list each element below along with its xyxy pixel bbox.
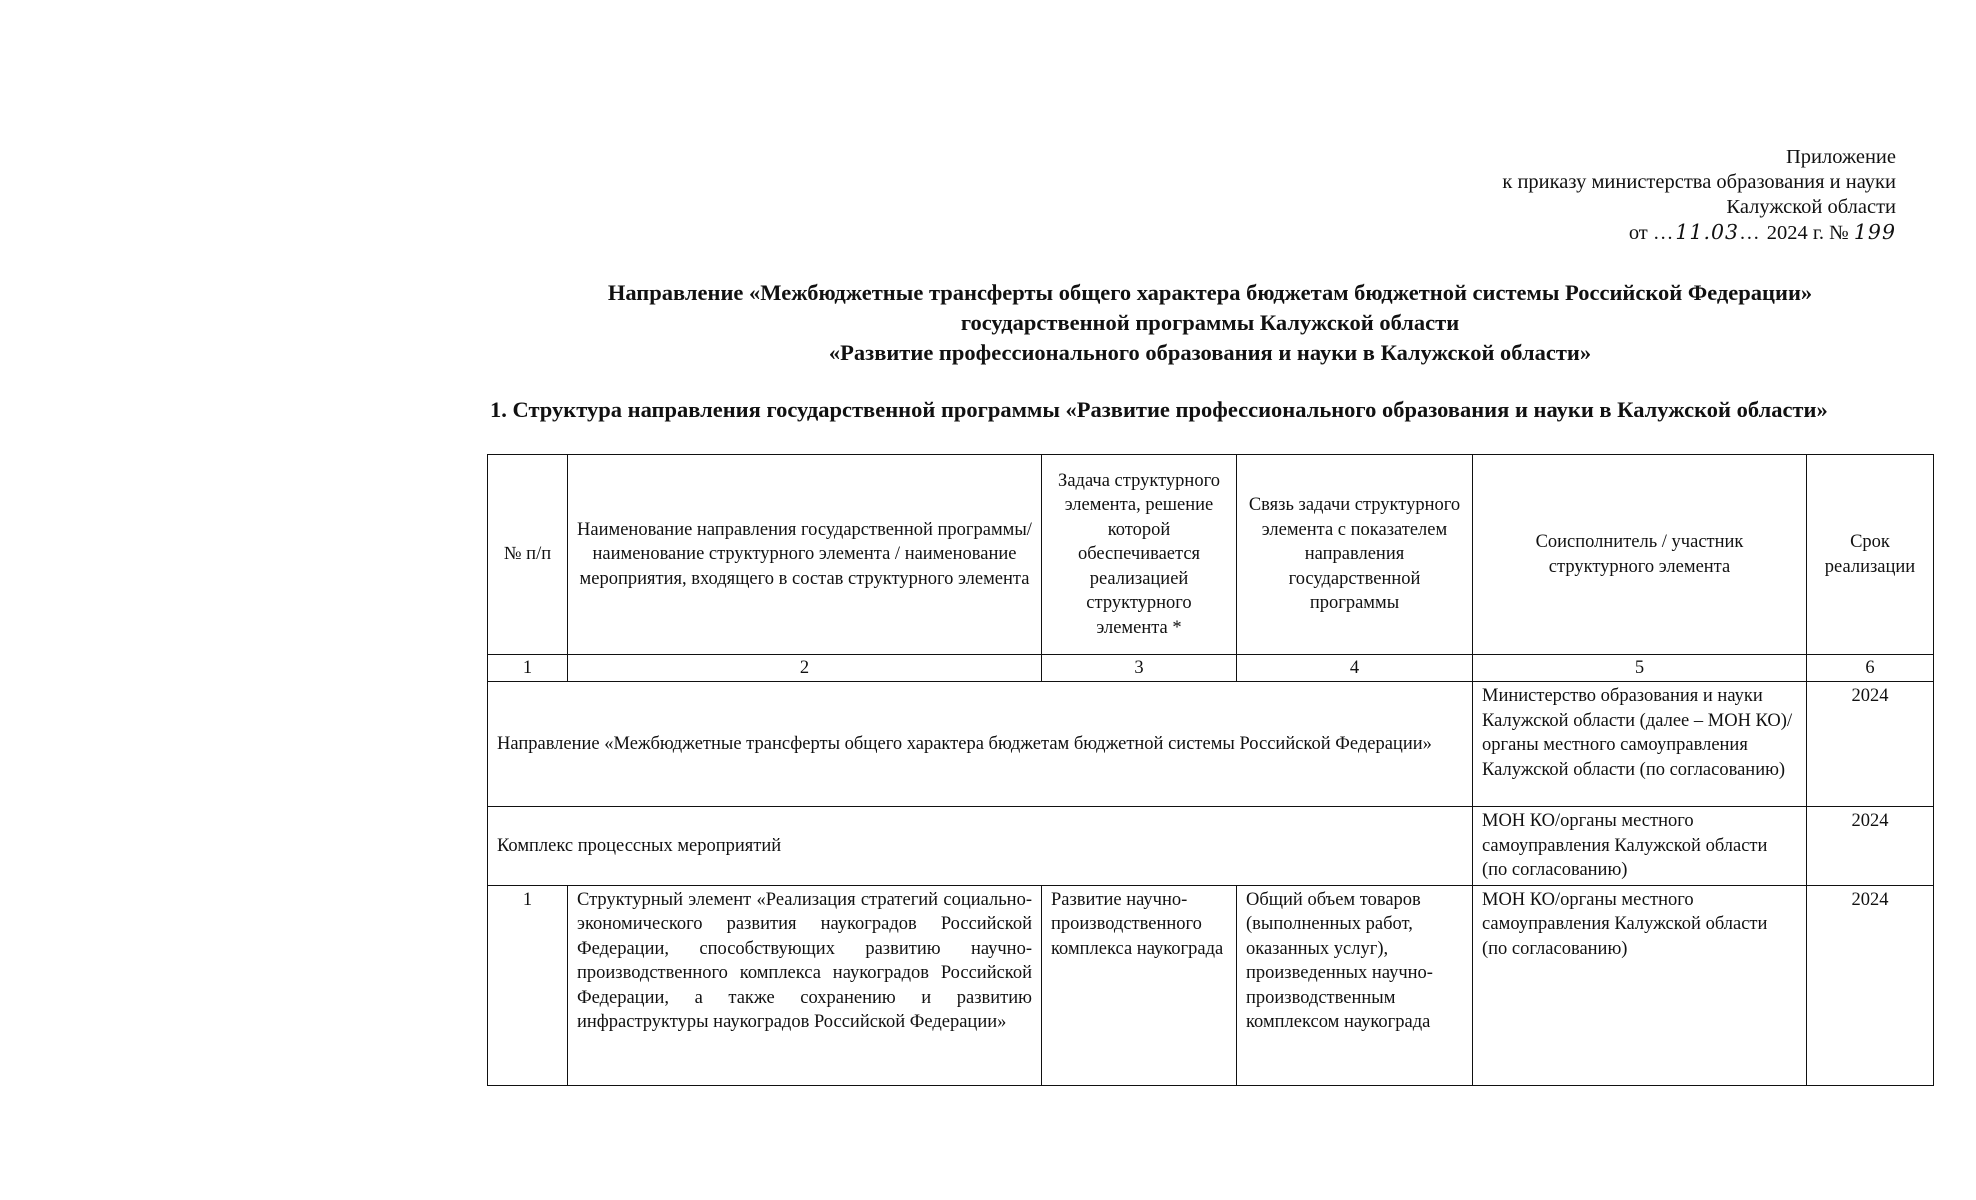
appendix-order-ref: к приказу министерства образования и науки [1502, 171, 1896, 193]
direction-title: Направление «Межбюджетные трансферты общего характера бюджетам бюджетной системы Российской Федерации» [488, 682, 1473, 807]
date-dots-left: … [1652, 222, 1676, 244]
table-row-element [488, 885, 1934, 1085]
element-name: Структурный элемент «Реализация стратегий социально-экономического развития наукоградов Российской Федерации, способствующих развитию научно-производственного комплекса наукоградов Российской Федерации, а также сохранению и развитию инфраструктуры наукоградов Российской Федерации» [568, 885, 1042, 1085]
element-task: Развитие научно-производственного комплекса наукограда [1042, 885, 1237, 1085]
appendix-region: Калужской области [1726, 196, 1896, 218]
header-term: Срок реализации [1807, 455, 1934, 655]
header-link: Связь задачи структурного элемента с показателем направления государственной программы [1237, 455, 1473, 655]
table-row-direction [488, 682, 1934, 807]
complex-term: 2024 [1807, 807, 1934, 886]
complex-title: Комплекс процессных мероприятий [488, 807, 1473, 886]
col-number: 1 [488, 655, 568, 682]
order-number-handwritten: 199 [1853, 220, 1896, 244]
date-suffix: 2024 г. № [1766, 222, 1849, 244]
document-title [480, 278, 1940, 368]
table-header-row [488, 455, 1934, 655]
col-number: 4 [1237, 655, 1473, 682]
header-task: Задача структурного элемента, решение которой обеспечивается реализацией структурного элемента * [1042, 455, 1237, 655]
appendix-block [1502, 145, 1896, 246]
complex-executor: МОН КО/органы местного самоуправления Калужской области (по согласованию) [1473, 807, 1807, 886]
col-number: 5 [1473, 655, 1807, 682]
element-executor: МОН КО/органы местного самоуправления Калужской области (по согласованию) [1473, 885, 1807, 1085]
element-term: 2024 [1807, 885, 1934, 1085]
element-num: 1 [488, 885, 568, 1085]
header-executor: Соисполнитель / участник структурного элемента [1473, 455, 1807, 655]
title-line-1: Направление «Межбюджетные трансферты общего характера бюджетам бюджетной системы Российской Федерации» [607, 280, 1813, 305]
appendix-date-line [1502, 220, 1896, 246]
title-line-2: государственной программы Калужской области [960, 310, 1460, 335]
section-heading: 1. Структура направления государственной программы «Развитие профессионального образования и науки в Калужской области» [490, 397, 1828, 422]
date-dots-right: … [1739, 222, 1762, 244]
title-line-3: «Развитие профессионального образования и науки в Калужской области» [828, 340, 1592, 365]
direction-executor: Министерство образования и науки Калужской области (далее – МОН КО)/ органы местного самоуправления Калужской области (по согласованию) [1473, 682, 1807, 807]
table-row-complex [488, 807, 1934, 886]
direction-term: 2024 [1807, 682, 1934, 807]
element-link: Общий объем товаров (выполненных работ, оказанных услуг), произведенных научно-производственным комплексом наукограда [1237, 885, 1473, 1085]
col-number: 2 [568, 655, 1042, 682]
structure-table [487, 454, 1934, 1086]
col-number: 6 [1807, 655, 1934, 682]
date-handwritten: 11.03 [1675, 220, 1740, 244]
appendix-label: Приложение [1785, 146, 1896, 168]
header-name: Наименование направления государственной программы/ наименование структурного элемента / наименование мероприятия, входящего в состав структурного элемента [568, 455, 1042, 655]
header-num: № п/п [488, 455, 568, 655]
col-number: 3 [1042, 655, 1237, 682]
column-number-row [488, 655, 1934, 682]
date-prefix: от [1628, 222, 1648, 244]
